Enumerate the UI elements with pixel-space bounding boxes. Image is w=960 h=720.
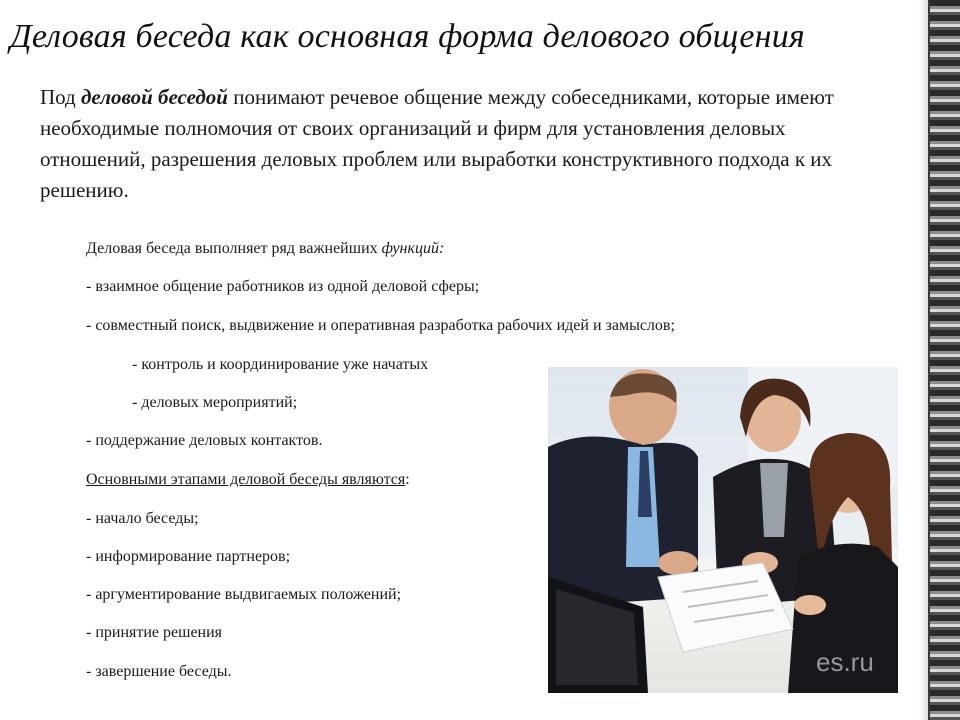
stages-heading-text: Основными этапами деловой беседы являются [86, 471, 406, 488]
stage-item: - начало беседы; [86, 510, 199, 527]
decorative-edge-strip [930, 0, 960, 720]
edge-shadow [918, 0, 928, 720]
definition-post: понимают речевое общение между собеседниками, которые имеют необходимые полномочия от своих организаций и фирм для установления деловых отношений, разрешения деловых проблем или выработки конструктивного подхода к их решению. [40, 85, 834, 202]
definition-paragraph [40, 82, 870, 206]
functions-intro-text: Деловая беседа выполняет ряд важнейших [86, 240, 382, 257]
business-meeting-photo [548, 367, 898, 693]
photo-watermark: es.ru [816, 647, 874, 677]
functions-intro [86, 240, 444, 258]
photo-illustration [548, 367, 898, 693]
function-item: - совместный поиск, выдвижение и оперативная разработка рабочих идей и замыслов; [86, 317, 675, 334]
function-item: - поддержание деловых контактов. [86, 432, 323, 449]
function-item: - взаимное общение работников из одной деловой сферы; [86, 278, 480, 295]
stage-item: - завершение беседы. [86, 663, 232, 680]
stage-item: - аргументирование выдвигаемых положений; [86, 586, 402, 603]
stages-heading-colon: : [405, 471, 410, 488]
stage-item: - принятие решения [86, 624, 223, 641]
definition-pre: Под [40, 85, 81, 109]
slide-title: Деловая беседа как основная форма делового общения [10, 18, 805, 55]
function-item: - деловых мероприятий; [132, 394, 298, 411]
definition-term: деловой беседой [81, 85, 228, 109]
stage-item: - информирование партнеров; [86, 548, 291, 565]
stages-heading [86, 471, 410, 489]
functions-intro-em: функций: [381, 240, 445, 257]
function-item: - контроль и координирование уже начатых [132, 356, 429, 373]
